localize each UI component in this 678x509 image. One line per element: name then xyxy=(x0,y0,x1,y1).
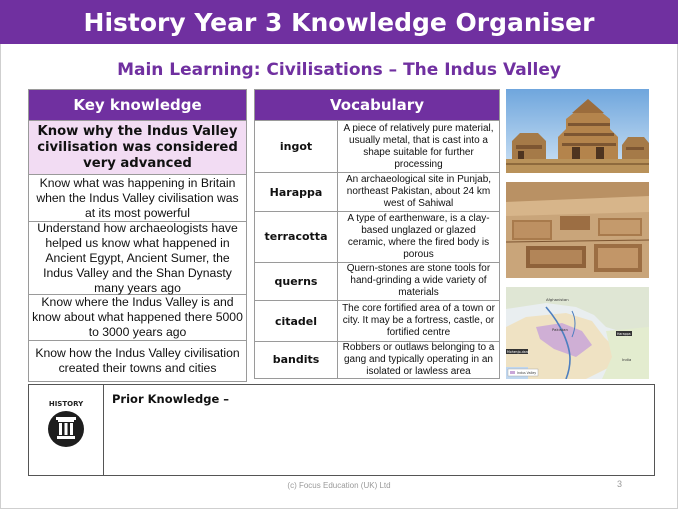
prior-knowledge-label: Prior Knowledge – xyxy=(112,392,229,406)
vocabulary-definition: A type of earthenware, is a clay-based unglazed or glazed ceramic, where the fired body is porous xyxy=(347,212,490,260)
vocabulary-row xyxy=(255,342,499,378)
history-badge-label: HISTORY xyxy=(48,400,84,408)
map-legend-label: Indus Valley xyxy=(517,371,537,375)
temple-photo xyxy=(506,89,649,173)
key-knowledge-item: Know how the Indus Valley civilisation created their towns and cities xyxy=(35,346,240,375)
excavation-photo xyxy=(506,182,649,278)
page-number: 3 xyxy=(617,479,623,489)
vocabulary-term: Harappa xyxy=(255,173,338,211)
vocabulary-definition: The core fortified area of a town or city. It may be a fortress, castle, or fortified centre xyxy=(342,303,495,339)
key-knowledge-item: Know why the Indus Valley civilisation was considered very advanced xyxy=(29,121,246,175)
vocabulary-term: ingot xyxy=(255,121,338,173)
vocabulary-definition: An archaeological site in Punjab, northeast Pakistan, about 24 km west of Sahiwal xyxy=(345,174,492,210)
vocabulary-term: querns xyxy=(255,263,338,301)
vocabulary-row xyxy=(255,212,499,263)
indus-valley-map xyxy=(506,287,649,379)
key-knowledge-item: Understand how archaeologists have helped us know what happened in Ancient Egypt, Ancient Sumer, the Indus Valley and the Shan Dynasty many years ago xyxy=(29,222,246,295)
vocabulary-definition: Quern-stones are stone tools for hand-grinding a wide variety of materials xyxy=(346,263,491,299)
map-label: Pakistan xyxy=(552,327,568,332)
key-knowledge-item: Know what was happening in Britain when the Indus Valley civilisation was at its most powerful xyxy=(29,175,246,222)
vocabulary-row xyxy=(255,263,499,302)
vocabulary-definition: A piece of relatively pure material, usually metal, that is cast into a shape suitable for further processing xyxy=(343,122,494,170)
vocabulary-row xyxy=(255,173,499,212)
map-label: Harappa xyxy=(617,332,631,336)
vocabulary-table xyxy=(254,89,500,379)
vocabulary-row xyxy=(255,301,499,342)
vocabulary-term: citadel xyxy=(255,301,338,341)
vocabulary-heading: Vocabulary xyxy=(255,90,499,121)
vocabulary-definition: Robbers or outlaws belonging to a gang and typically operating in an isolated or lawless area xyxy=(342,341,495,377)
key-knowledge-heading: Key knowledge xyxy=(29,90,246,121)
map-label: Mohenjo-daro xyxy=(507,350,529,354)
vocabulary-row xyxy=(255,121,499,174)
copyright-footer: (c) Focus Education (UK) Ltd xyxy=(287,481,391,490)
history-pillar-icon xyxy=(44,397,88,453)
page-subtitle: Main Learning: Civilisations – The Indus Valley xyxy=(117,60,561,80)
key-knowledge-table xyxy=(28,89,247,382)
key-knowledge-item: Know where the Indus Valley is and know about what happened there 5000 to 3000 years ago xyxy=(29,295,246,341)
prior-knowledge-box xyxy=(28,384,655,476)
history-badge xyxy=(29,385,104,475)
map-label: India xyxy=(622,357,632,362)
vocabulary-term: terracotta xyxy=(255,212,338,262)
vocabulary-term: bandits xyxy=(255,342,338,378)
page-title: History Year 3 Knowledge Organiser xyxy=(0,0,678,44)
map-label: Afghanistan xyxy=(546,297,569,302)
